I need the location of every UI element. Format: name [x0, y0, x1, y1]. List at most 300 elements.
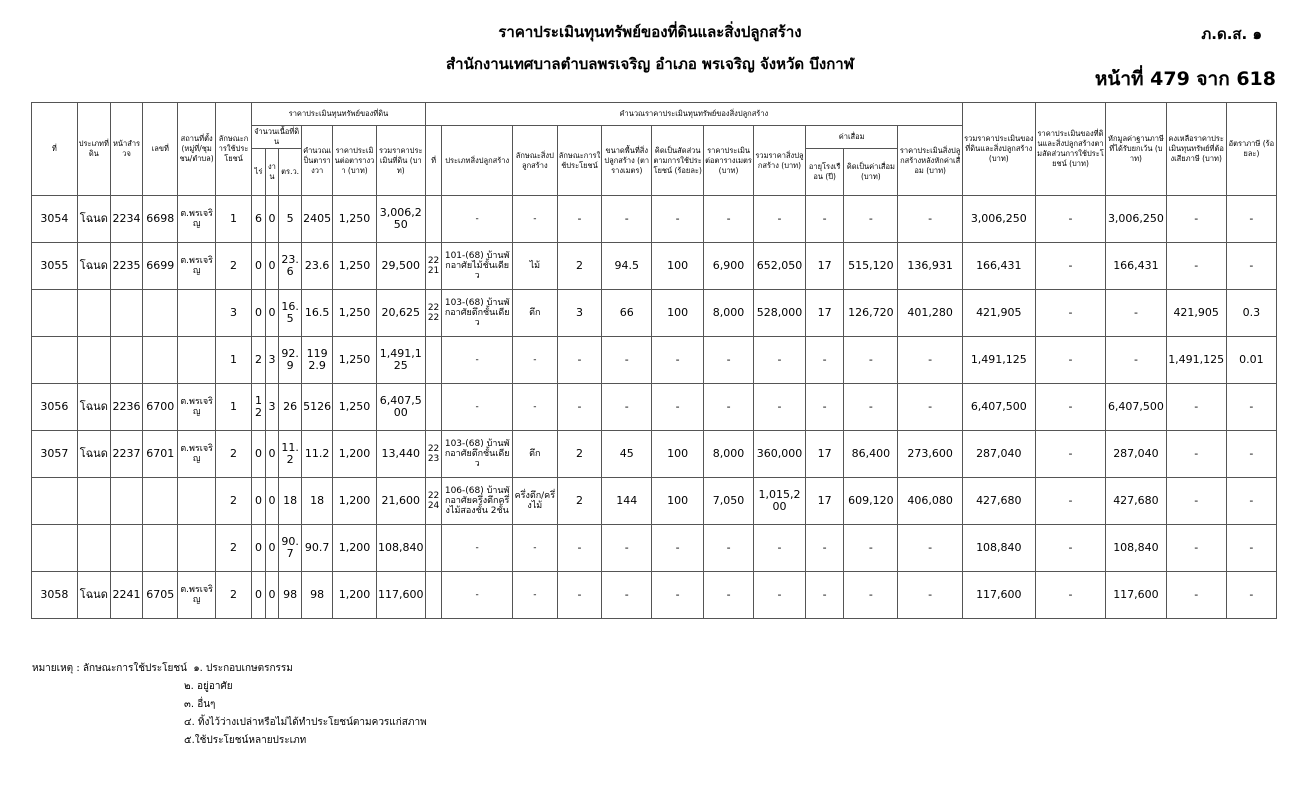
cell-bldg-no	[425, 572, 442, 619]
cell-bldg-area: 94.5	[602, 243, 652, 290]
cell-bldg-no: 2221	[425, 243, 442, 290]
cell-bldg-area: -	[602, 572, 652, 619]
cell-doc-no	[143, 290, 178, 337]
cell-bldg-type: -	[442, 525, 513, 572]
col-dep-amount: คิดเป็นค่าเสื่อม (บาท)	[844, 149, 898, 196]
cell-grand-total: 1,491,125	[962, 337, 1035, 384]
cell-tax-rate: 0.3	[1226, 290, 1276, 337]
cell-dep-amount: -	[844, 196, 898, 243]
cell-bldg-char: -	[512, 196, 557, 243]
cell-doc-no	[143, 337, 178, 384]
cell-remaining: -	[1166, 196, 1226, 243]
cell-bldg-percent: -	[652, 572, 704, 619]
col-dep-group: ค่าเสื่อม	[805, 126, 897, 149]
note-item: ๕.ใช้ประโยชน์หลายประเภท	[184, 735, 307, 746]
cell-area-total: 90.7	[302, 525, 333, 572]
cell-doc-no: 6705	[143, 572, 178, 619]
col-dep-age: อายุโรงเรือน (ปี)	[805, 149, 843, 196]
cell-rai: 0	[252, 431, 266, 478]
cell-bldg-net: -	[898, 384, 963, 431]
col-price-per-wa: ราคาประเมินต่อตารางวา (บาท)	[333, 126, 377, 196]
cell-price-per-wa: 1,250	[333, 290, 377, 337]
col-grand-total: รวมราคาประเมินของที่ดินและสิ่งปลูกสร้าง (บาท)	[962, 103, 1035, 196]
col-wa: ตร.ว.	[279, 149, 302, 196]
cell-doc-type	[77, 478, 110, 525]
cell-area-total: 98	[302, 572, 333, 619]
note-item: ๑. ประกอบเกษตรกรรม	[193, 663, 293, 674]
cell-rai: 0	[252, 572, 266, 619]
cell-wa: 90.7	[279, 525, 302, 572]
cell-bldg-use: -	[557, 384, 602, 431]
cell-grand-total: 427,680	[962, 478, 1035, 525]
cell-no: 3055	[32, 243, 78, 290]
cell-bldg-use: 3	[557, 290, 602, 337]
col-remaining: คงเหลือราคาประเมินทุนทรัพย์ที่ต้องเสียภาษี (บาท)	[1166, 103, 1226, 196]
cell-price-per-wa: 1,250	[333, 384, 377, 431]
table-body	[32, 196, 1277, 619]
cell-bldg-char: ตึก	[512, 290, 557, 337]
cell-deduction: 3,006,250	[1106, 196, 1166, 243]
cell-deduction: 287,040	[1106, 431, 1166, 478]
cell-remaining: -	[1166, 243, 1226, 290]
cell-bldg-type: 103-(68) บ้านพักอาศัยตึกชั้นเดียว	[442, 290, 513, 337]
cell-bldg-use: -	[557, 196, 602, 243]
cell-ngan: 0	[265, 478, 279, 525]
cell-wa: 11.2	[279, 431, 302, 478]
cell-bldg-char: ไม้	[512, 243, 557, 290]
note-item: ๔. ทิ้งไว้ว่างเปล่าหรือไม่ได้ทำประโยชน์ตามควรแก่สภาพ	[184, 717, 427, 728]
cell-bldg-no: 2223	[425, 431, 442, 478]
cell-bldg-char: -	[512, 384, 557, 431]
cell-remaining: -	[1166, 384, 1226, 431]
col-bldg-group: คำนวณราคาประเมินทุนทรัพย์ของสิ่งปลูกสร้าง	[425, 103, 962, 126]
table-row	[32, 431, 1277, 478]
cell-location	[178, 525, 215, 572]
cell-bldg-no	[425, 337, 442, 384]
cell-bldg-price-sqm: 6,900	[704, 243, 754, 290]
cell-dep-amount: -	[844, 384, 898, 431]
cell-price-per-wa: 1,250	[333, 337, 377, 384]
form-code: ภ.ด.ส. ๑	[1201, 25, 1262, 43]
cell-bldg-net: -	[898, 572, 963, 619]
table-row	[32, 478, 1277, 525]
cell-deduction: 117,600	[1106, 572, 1166, 619]
cell-wa: 92.9	[279, 337, 302, 384]
cell-dep-age: -	[805, 384, 843, 431]
cell-dep-amount: -	[844, 572, 898, 619]
cell-land-total: 6,407,500	[376, 384, 425, 431]
cell-bldg-char: -	[512, 572, 557, 619]
cell-bldg-char: ครึ่งตึก/ครึ่งไม้	[512, 478, 557, 525]
cell-bldg-area: -	[602, 525, 652, 572]
col-area-total: คำนวณเป็นตารางวา	[302, 126, 333, 196]
cell-bldg-area: 45	[602, 431, 652, 478]
cell-deduction: 6,407,500	[1106, 384, 1166, 431]
cell-bldg-price-sqm: -	[704, 196, 754, 243]
cell-survey-page: 2241	[110, 572, 142, 619]
col-bldg-net: ราคาประเมินสิ่งปลูกสร้างหลังหักค่าเสื่อม (บาท)	[898, 126, 963, 196]
cell-wa: 98	[279, 572, 302, 619]
cell-tax-rate: -	[1226, 572, 1276, 619]
table-row	[32, 196, 1277, 243]
cell-bldg-char: ตึก	[512, 431, 557, 478]
cell-bldg-price-sqm: -	[704, 337, 754, 384]
cell-bldg-area: -	[602, 337, 652, 384]
cell-proportion-price: -	[1035, 431, 1106, 478]
cell-wa: 18	[279, 478, 302, 525]
col-deduction: หักมูลค่าฐานภาษีที่ได้รับยกเว้น (บาท)	[1106, 103, 1166, 196]
cell-doc-no: 6701	[143, 431, 178, 478]
col-bldg-percent: คิดเป็นสัดส่วนตามการใช้ประโยชน์ (ร้อยละ)	[652, 126, 704, 196]
cell-wa: 23.6	[279, 243, 302, 290]
cell-land-total: 21,600	[376, 478, 425, 525]
cell-bldg-price-sqm: 8,000	[704, 290, 754, 337]
cell-bldg-price-sqm: -	[704, 572, 754, 619]
cell-rai: 0	[252, 478, 266, 525]
cell-remaining: -	[1166, 572, 1226, 619]
cell-land-total: 13,440	[376, 431, 425, 478]
cell-tax-rate: -	[1226, 384, 1276, 431]
cell-no	[32, 478, 78, 525]
cell-bldg-percent: 100	[652, 290, 704, 337]
cell-location	[178, 337, 215, 384]
cell-bldg-percent: -	[652, 525, 704, 572]
cell-proportion-price: -	[1035, 384, 1106, 431]
cell-survey-page	[110, 337, 142, 384]
cell-proportion-price: -	[1035, 525, 1106, 572]
cell-area-total: 16.5	[302, 290, 333, 337]
col-land-total: รวมราคาประเมินที่ดิน (บาท)	[376, 126, 425, 196]
cell-deduction: 166,431	[1106, 243, 1166, 290]
cell-use-type: 2	[215, 572, 251, 619]
cell-area-total: 5126	[302, 384, 333, 431]
cell-remaining: 1,491,125	[1166, 337, 1226, 384]
col-bldg-type: ประเภทสิ่งปลูกสร้าง	[442, 126, 513, 196]
col-area-group: จำนวนเนื้อที่ดิน	[252, 126, 302, 149]
cell-doc-no: 6700	[143, 384, 178, 431]
cell-survey-page	[110, 525, 142, 572]
cell-land-total: 1,491,125	[376, 337, 425, 384]
col-ngan: งาน	[265, 149, 279, 196]
cell-dep-age: 17	[805, 290, 843, 337]
cell-dep-amount: 86,400	[844, 431, 898, 478]
cell-survey-page	[110, 290, 142, 337]
cell-bldg-area: 66	[602, 290, 652, 337]
cell-land-total: 108,840	[376, 525, 425, 572]
cell-bldg-type: -	[442, 196, 513, 243]
cell-bldg-use: -	[557, 525, 602, 572]
page-number: หน้าที่ 479 จาก 618	[1094, 68, 1276, 90]
col-doc-type: ประเภทที่ดิน	[77, 103, 110, 196]
notes-first-line	[32, 660, 427, 678]
usage-notes	[32, 660, 427, 750]
cell-price-per-wa: 1,200	[333, 525, 377, 572]
cell-bldg-total: -	[753, 337, 805, 384]
cell-bldg-no: 2222	[425, 290, 442, 337]
cell-rai: 0	[252, 290, 266, 337]
cell-bldg-net: -	[898, 196, 963, 243]
cell-bldg-net: 273,600	[898, 431, 963, 478]
cell-grand-total: 108,840	[962, 525, 1035, 572]
cell-doc-type: โฉนด	[77, 431, 110, 478]
cell-use-type: 3	[215, 290, 251, 337]
cell-dep-age: 17	[805, 478, 843, 525]
cell-price-per-wa: 1,200	[333, 431, 377, 478]
cell-proportion-price: -	[1035, 290, 1106, 337]
cell-proportion-price: -	[1035, 337, 1106, 384]
cell-remaining: 421,905	[1166, 290, 1226, 337]
cell-doc-type: โฉนด	[77, 243, 110, 290]
cell-bldg-total: 528,000	[753, 290, 805, 337]
cell-bldg-net: -	[898, 337, 963, 384]
cell-bldg-percent: -	[652, 384, 704, 431]
cell-doc-no	[143, 525, 178, 572]
cell-proportion-price: -	[1035, 572, 1106, 619]
cell-grand-total: 287,040	[962, 431, 1035, 478]
table-row	[32, 384, 1277, 431]
cell-ngan: 3	[265, 337, 279, 384]
cell-doc-no: 6698	[143, 196, 178, 243]
cell-dep-age: 17	[805, 243, 843, 290]
cell-deduction: -	[1106, 290, 1166, 337]
table-row	[32, 572, 1277, 619]
cell-doc-type: โฉนด	[77, 384, 110, 431]
cell-area-total: 23.6	[302, 243, 333, 290]
cell-doc-no: 6699	[143, 243, 178, 290]
cell-proportion-price: -	[1035, 478, 1106, 525]
cell-survey-page: 2235	[110, 243, 142, 290]
cell-survey-page: 2234	[110, 196, 142, 243]
cell-dep-age: -	[805, 196, 843, 243]
col-bldg-total: รวมราคาสิ่งปลูกสร้าง (บาท)	[753, 126, 805, 196]
cell-use-type: 1	[215, 196, 251, 243]
cell-location	[178, 290, 215, 337]
cell-ngan: 0	[265, 243, 279, 290]
cell-use-type: 2	[215, 243, 251, 290]
note-item: ๓. อื่นๆ	[184, 699, 216, 710]
cell-proportion-price: -	[1035, 196, 1106, 243]
cell-deduction: -	[1106, 337, 1166, 384]
cell-bldg-area: -	[602, 196, 652, 243]
cell-tax-rate: -	[1226, 478, 1276, 525]
table-row	[32, 243, 1277, 290]
col-use-type: ลักษณะการใช้ประโยชน์	[215, 103, 251, 196]
notes-label: หมายเหตุ : ลักษณะการใช้ประโยชน์	[32, 663, 187, 674]
cell-bldg-total: 360,000	[753, 431, 805, 478]
col-survey-page: หน้าสำรวจ	[110, 103, 142, 196]
cell-bldg-use: 2	[557, 478, 602, 525]
cell-area-total: 1192.9	[302, 337, 333, 384]
cell-dep-age: -	[805, 525, 843, 572]
cell-bldg-percent: 100	[652, 478, 704, 525]
cell-bldg-use: -	[557, 572, 602, 619]
cell-bldg-area: 144	[602, 478, 652, 525]
cell-bldg-percent: 100	[652, 431, 704, 478]
cell-rai: 0	[252, 243, 266, 290]
cell-dep-amount: 126,720	[844, 290, 898, 337]
cell-grand-total: 421,905	[962, 290, 1035, 337]
cell-bldg-char: -	[512, 337, 557, 384]
cell-location: ต.พรเจริญ	[178, 243, 215, 290]
cell-bldg-price-sqm: -	[704, 525, 754, 572]
cell-use-type: 2	[215, 431, 251, 478]
cell-no: 3057	[32, 431, 78, 478]
cell-ngan: 3	[265, 384, 279, 431]
document-title: ราคาประเมินทุนทรัพย์ของที่ดินและสิ่งปลูกสร้าง	[498, 23, 802, 41]
cell-use-type: 1	[215, 337, 251, 384]
cell-land-total: 117,600	[376, 572, 425, 619]
cell-doc-type: โฉนด	[77, 196, 110, 243]
cell-use-type: 2	[215, 478, 251, 525]
cell-doc-no	[143, 478, 178, 525]
cell-bldg-total: -	[753, 572, 805, 619]
cell-proportion-price: -	[1035, 243, 1106, 290]
cell-dep-amount: -	[844, 337, 898, 384]
cell-price-per-wa: 1,200	[333, 572, 377, 619]
cell-area-total: 11.2	[302, 431, 333, 478]
col-bldg-use: ลักษณะการใช้ประโยชน์	[557, 126, 602, 196]
cell-bldg-percent: -	[652, 337, 704, 384]
cell-deduction: 427,680	[1106, 478, 1166, 525]
cell-bldg-percent: 100	[652, 243, 704, 290]
col-bldg-price-sqm: ราคาประเมินต่อตารางเมตร (บาท)	[704, 126, 754, 196]
cell-grand-total: 166,431	[962, 243, 1035, 290]
cell-ngan: 0	[265, 525, 279, 572]
cell-bldg-type: -	[442, 337, 513, 384]
cell-location: ต.พรเจริญ	[178, 431, 215, 478]
cell-no: 3054	[32, 196, 78, 243]
cell-use-type: 1	[215, 384, 251, 431]
cell-remaining: -	[1166, 478, 1226, 525]
cell-bldg-total: 652,050	[753, 243, 805, 290]
cell-bldg-type: 103-(68) บ้านพักอาศัยตึกชั้นเดียว	[442, 431, 513, 478]
cell-tax-rate: -	[1226, 525, 1276, 572]
cell-rai: 0	[252, 525, 266, 572]
cell-dep-amount: -	[844, 525, 898, 572]
cell-bldg-no: 2224	[425, 478, 442, 525]
cell-wa: 5	[279, 196, 302, 243]
cell-bldg-net: -	[898, 525, 963, 572]
document-subtitle: สำนักงานเทศบาลตำบลพรเจริญ อำเภอ พรเจริญ จังหวัด บึงกาฬ	[446, 55, 854, 73]
cell-price-per-wa: 1,250	[333, 196, 377, 243]
cell-no: 3058	[32, 572, 78, 619]
cell-bldg-price-sqm: -	[704, 384, 754, 431]
cell-deduction: 108,840	[1106, 525, 1166, 572]
table-row	[32, 525, 1277, 572]
col-land-group: ราคาประเมินทุนทรัพย์ของที่ดิน	[252, 103, 426, 126]
cell-grand-total: 3,006,250	[962, 196, 1035, 243]
cell-tax-rate: -	[1226, 243, 1276, 290]
cell-location: ต.พรเจริญ	[178, 384, 215, 431]
cell-land-total: 29,500	[376, 243, 425, 290]
table-row	[32, 337, 1277, 384]
cell-bldg-no	[425, 196, 442, 243]
cell-tax-rate: -	[1226, 431, 1276, 478]
note-item: ๒. อยู่อาศัย	[184, 681, 233, 692]
cell-grand-total: 6,407,500	[962, 384, 1035, 431]
cell-bldg-type: -	[442, 572, 513, 619]
cell-dep-amount: 515,120	[844, 243, 898, 290]
cell-dep-age: -	[805, 337, 843, 384]
cell-area-total: 2405	[302, 196, 333, 243]
col-bldg-no: ที่	[425, 126, 442, 196]
cell-price-per-wa: 1,200	[333, 478, 377, 525]
cell-wa: 16.5	[279, 290, 302, 337]
cell-location: ต.พรเจริญ	[178, 572, 215, 619]
cell-bldg-use: 2	[557, 431, 602, 478]
col-doc-no: เลขที่	[143, 103, 178, 196]
cell-bldg-net: 136,931	[898, 243, 963, 290]
cell-bldg-net: 401,280	[898, 290, 963, 337]
cell-bldg-use: 2	[557, 243, 602, 290]
cell-bldg-total: 1,015,200	[753, 478, 805, 525]
cell-use-type: 2	[215, 525, 251, 572]
cell-bldg-total: -	[753, 525, 805, 572]
cell-dep-age: -	[805, 572, 843, 619]
cell-bldg-price-sqm: 7,050	[704, 478, 754, 525]
cell-rai: 12	[252, 384, 266, 431]
cell-doc-type: โฉนด	[77, 572, 110, 619]
cell-remaining: -	[1166, 431, 1226, 478]
col-rai: ไร่	[252, 149, 266, 196]
cell-bldg-total: -	[753, 196, 805, 243]
cell-no	[32, 525, 78, 572]
cell-area-total: 18	[302, 478, 333, 525]
cell-bldg-type: 106-(68) บ้านพักอาศัยครึ่งตึกครึ่งไม้สองชั้น 2ชั้น	[442, 478, 513, 525]
table-row	[32, 290, 1277, 337]
cell-ngan: 0	[265, 572, 279, 619]
assessment-table	[31, 102, 1277, 619]
cell-bldg-percent: -	[652, 196, 704, 243]
cell-land-total: 20,625	[376, 290, 425, 337]
cell-no	[32, 337, 78, 384]
cell-bldg-char: -	[512, 525, 557, 572]
cell-bldg-no	[425, 525, 442, 572]
col-bldg-char: ลักษณะสิ่งปลูกสร้าง	[512, 126, 557, 196]
cell-rai: 6	[252, 196, 266, 243]
cell-price-per-wa: 1,250	[333, 243, 377, 290]
cell-bldg-net: 406,080	[898, 478, 963, 525]
cell-remaining: -	[1166, 525, 1226, 572]
cell-tax-rate: 0.01	[1226, 337, 1276, 384]
cell-bldg-type: 101-(68) บ้านพักอาศัยไม้ชั้นเดียว	[442, 243, 513, 290]
cell-doc-type	[77, 290, 110, 337]
cell-rai: 2	[252, 337, 266, 384]
cell-doc-type	[77, 525, 110, 572]
col-proportion-price: ราคาประเมินของที่ดินและสิ่งปลูกสร้างตามสัดส่วนการใช้ประโยชน์ (บาท)	[1035, 103, 1106, 196]
cell-ngan: 0	[265, 290, 279, 337]
cell-bldg-no	[425, 384, 442, 431]
cell-doc-type	[77, 337, 110, 384]
cell-no	[32, 290, 78, 337]
cell-bldg-total: -	[753, 384, 805, 431]
cell-grand-total: 117,600	[962, 572, 1035, 619]
col-bldg-area: ขนาดพื้นที่สิ่งปลูกสร้าง (ตารางเมตร)	[602, 126, 652, 196]
cell-tax-rate: -	[1226, 196, 1276, 243]
col-tax-rate: อัตราภาษี (ร้อยละ)	[1226, 103, 1276, 196]
cell-bldg-type: -	[442, 384, 513, 431]
cell-wa: 26	[279, 384, 302, 431]
cell-no: 3056	[32, 384, 78, 431]
cell-dep-age: 17	[805, 431, 843, 478]
cell-land-total: 3,006,250	[376, 196, 425, 243]
col-location: สถานที่ตั้ง(หมู่ที่/ชุมชน/ตำบล)	[178, 103, 215, 196]
cell-survey-page: 2236	[110, 384, 142, 431]
cell-location: ต.พรเจริญ	[178, 196, 215, 243]
cell-bldg-area: -	[602, 384, 652, 431]
cell-ngan: 0	[265, 196, 279, 243]
cell-survey-page	[110, 478, 142, 525]
